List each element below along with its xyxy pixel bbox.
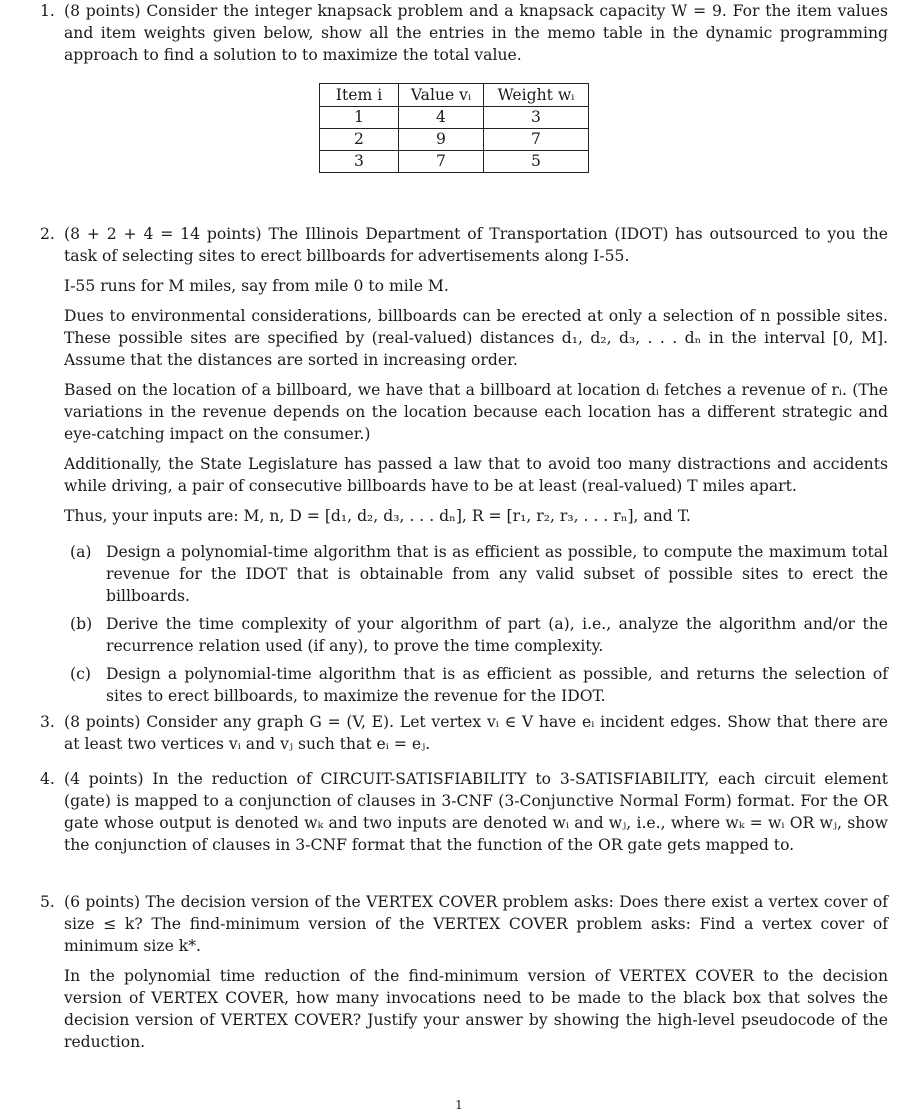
- problem-number: 3.: [40, 713, 55, 731]
- problem-number: 5.: [40, 893, 55, 911]
- table-row: [320, 107, 589, 129]
- problem-2-part-c: [64, 663, 888, 707]
- problem-2-law: Additionally, the State Legislature has passed a law that to avoid too many distractions and accidents while driving, a pair of consecutive billboards have to be at least (real-valued) T miles apart.: [64, 455, 888, 495]
- table-cell: 3: [484, 107, 589, 129]
- problem-2-sites: Dues to environmental considerations, billboards can be erected at only a selection of n possible sites. These possible sites are specified by (real-valued) distances d₁, d₂, d₃, . . . dₙ in the interval [0, M]. Assume that the distances are sorted in increasing order.: [64, 307, 888, 369]
- problem-4-text: (4 points) In the reduction of CIRCUIT-SATISFIABILITY to 3-SATISFIABILITY, each circuit element (gate) is mapped to a conjunction of clauses in 3-CNF (3-Conjunctive Normal Form) format. For the OR gate whose output is denoted wₖ and two inputs are denoted wᵢ and wⱼ, i.e., where wₖ = wᵢ OR wⱼ, show the conjunction of clauses in 3-CNF format that the function of the OR gate gets mapped to.: [64, 770, 888, 854]
- table-row: [320, 129, 589, 151]
- problem-number: 2.: [40, 225, 55, 243]
- part-text: Design a polynomial-time algorithm that is as efficient as possible, and returns the selection of sites to erect billboards, to maximize the revenue for the IDOT.: [106, 665, 888, 705]
- table-cell: 7: [484, 129, 589, 151]
- table-cell: 4: [399, 107, 484, 129]
- problem-number: 1.: [40, 2, 55, 20]
- problem-3: [40, 711, 888, 755]
- problem-5-definition: (6 points) The decision version of the VERTEX COVER problem asks: Does there exist a vertex cover of size ≤ k? The find-minimum version of the VERTEX COVER problem asks: Find a vertex cover of minimum size k*.: [64, 893, 888, 955]
- problem-number: 4.: [40, 770, 55, 788]
- part-label: (c): [70, 665, 91, 683]
- problem-2-revenue: Based on the location of a billboard, we have that a billboard at location dᵢ fetches a revenue of rᵢ. (The variations in the revenue depends on the location because each location has a different strategic and eye-catching impact on the consumer.): [64, 381, 888, 443]
- header-item: Item i: [320, 84, 399, 107]
- page-number: 1: [455, 1098, 463, 1112]
- table-cell: 2: [320, 129, 399, 151]
- table-row: [320, 151, 589, 173]
- problem-5: [40, 891, 888, 1053]
- problem-5-question: In the polynomial time reduction of the find-minimum version of VERTEX COVER to the decision version of VERTEX COVER, how many invocations need to be made to the black box that solves the decision version of VERTEX COVER? Justify your answer by showing the high-level pseudocode of the reduction.: [64, 967, 888, 1051]
- table-header-row: [320, 84, 589, 107]
- table-cell: 1: [320, 107, 399, 129]
- table-cell: 5: [484, 151, 589, 173]
- problem-1-text: (8 points) Consider the integer knapsack problem and a knapsack capacity W = 9. For the item values and item weights given below, show all the entries in the memo table in the dynamic programming approach to find a solution to to maximize the total value.: [64, 2, 888, 64]
- problem-2-route: I-55 runs for M miles, say from mile 0 to mile M.: [64, 277, 449, 295]
- problem-3-text: (8 points) Consider any graph G = (V, E). Let vertex vᵢ ∈ V have eᵢ incident edges. Show that there are at least two vertices vᵢ and vⱼ such that eᵢ = eⱼ.: [64, 713, 888, 753]
- part-label: (a): [70, 543, 92, 561]
- problem-1: [40, 0, 888, 66]
- header-value: Value vᵢ: [399, 84, 484, 107]
- table-cell: 7: [399, 151, 484, 173]
- problem-2-inputs: Thus, your inputs are: M, n, D = [d₁, d₂, d₃, . . . dₙ], R = [r₁, r₂, r₃, . . . rₙ], and T.: [64, 507, 691, 525]
- table-cell: 9: [399, 129, 484, 151]
- part-text: Design a polynomial-time algorithm that is as efficient as possible, to compute the maximum total revenue for the IDOT that is obtainable from any valid subset of possible sites to erect the billboards.: [106, 543, 888, 605]
- table-cell: 3: [320, 151, 399, 173]
- problem-2: [40, 223, 888, 713]
- knapsack-table: [319, 83, 589, 173]
- problem-5-body: [64, 891, 888, 1053]
- problem-2-body: [64, 223, 888, 707]
- problem-2-intro: (8 + 2 + 4 = 14 points) The Illinois Department of Transportation (IDOT) has outsourced to you the task of selecting sites to erect billboards for advertisements along I-55.: [64, 225, 888, 265]
- problem-2-part-a: [64, 541, 888, 607]
- problem-4: [40, 768, 888, 856]
- part-label: (b): [70, 615, 93, 633]
- header-weight: Weight wᵢ: [484, 84, 589, 107]
- part-text: Derive the time complexity of your algorithm of part (a), i.e., analyze the algorithm and/or the recurrence relation used (if any), to prove the time complexity.: [106, 615, 888, 655]
- problem-2-part-b: [64, 613, 888, 657]
